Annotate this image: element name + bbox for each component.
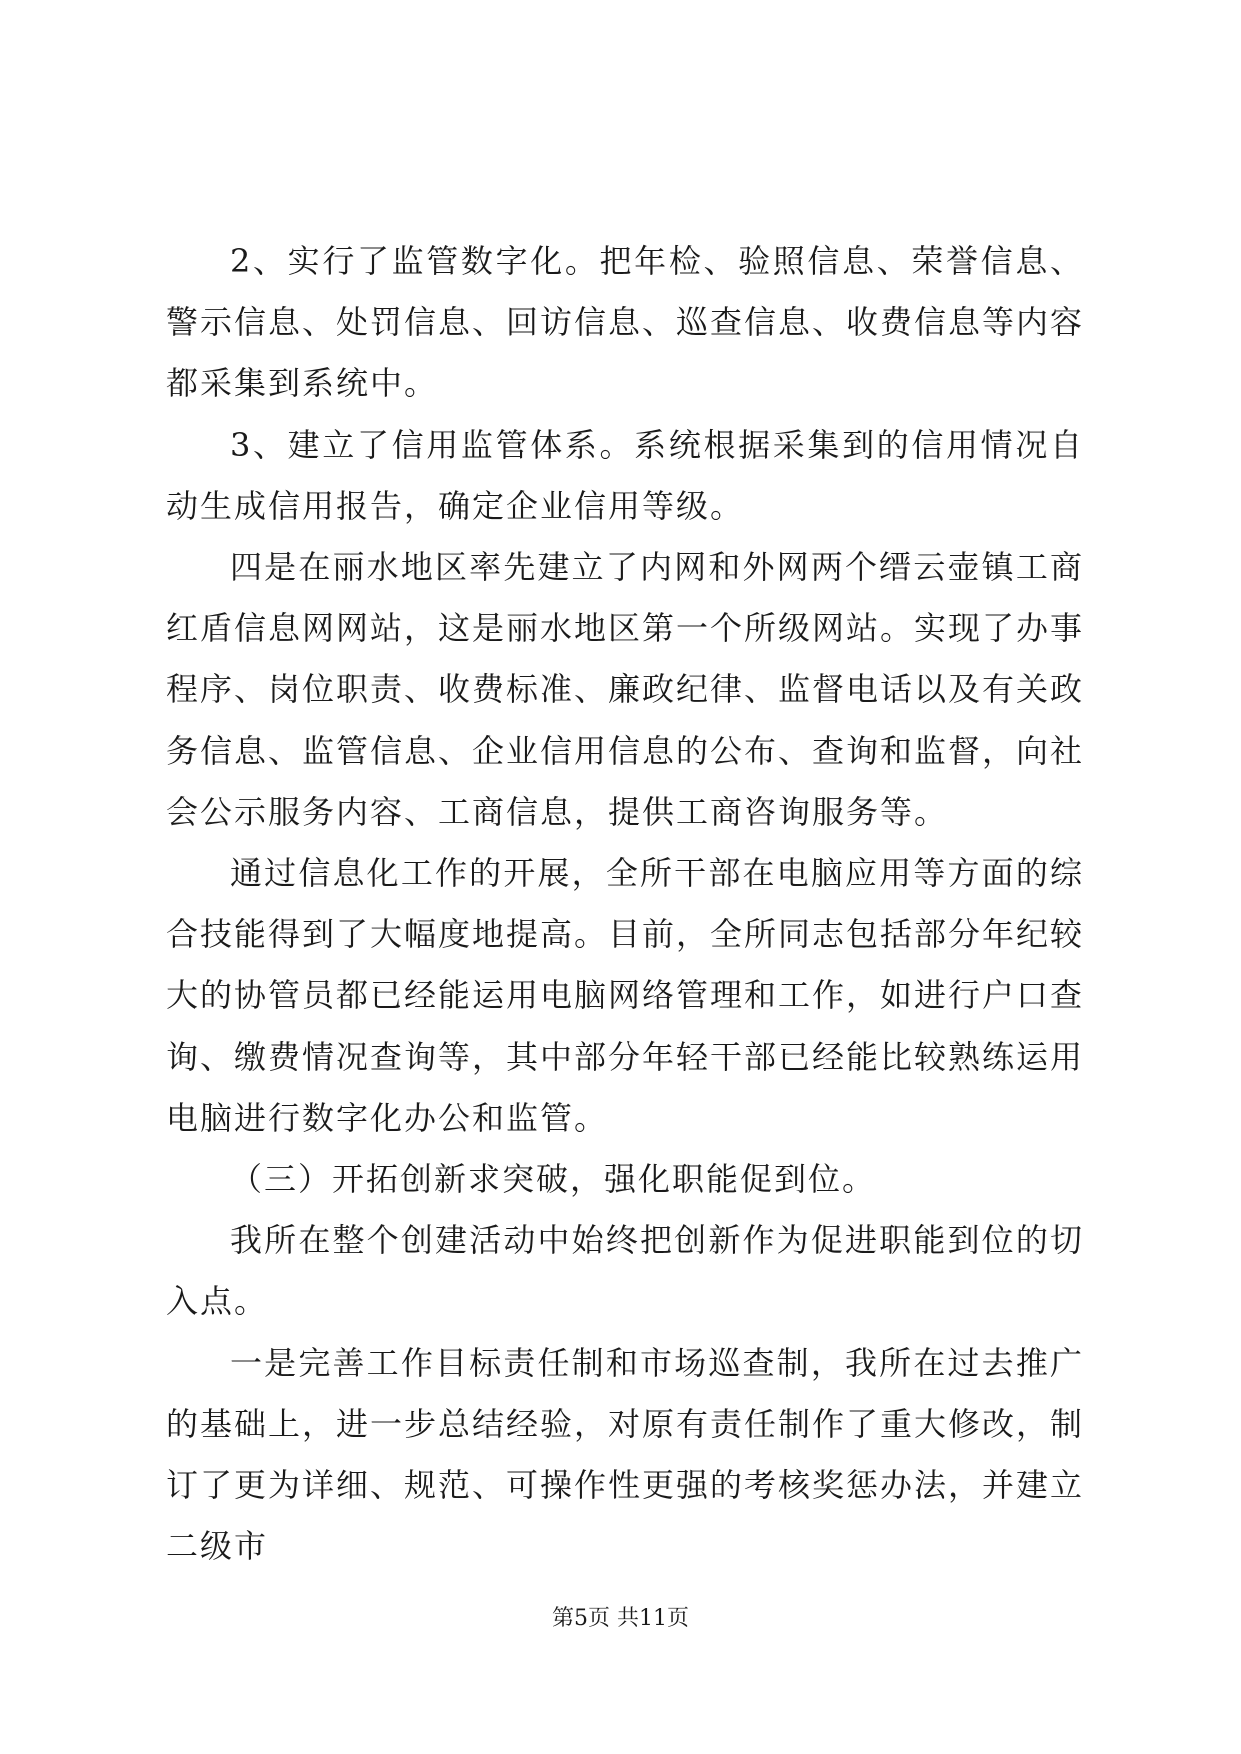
document-body bbox=[166, 231, 1084, 1577]
paragraph: 一是完善工作目标责任制和市场巡查制，我所在过去推广的基础上，进一步总结经验，对原有责任制作了重大修改，制订了更为详细、规范、可操作性更强的考核奖惩办法，并建立二级市 bbox=[166, 1343, 1085, 1566]
paragraph: 通过信息化工作的开展，全所干部在电脑应用等方面的综合技能得到了大幅度地提高。目前，全所同志包括部分年纪较大的协管员都已经能运用电脑网络管理和工作，如进行户口查询、缴费情况查询等，其中部分年轻干部已经能比较熟练运用电脑进行数字化办公和监管。 bbox=[166, 854, 1085, 1137]
paragraph: 2、实行了监管数字化。把年检、验照信息、荣誉信息、警示信息、处罚信息、回访信息、巡查信息、收费信息等内容都采集到系统中。 bbox=[166, 242, 1085, 403]
paragraph: 3、建立了信用监管体系。系统根据采集到的信用情况自动生成信用报告，确定企业信用等级。 bbox=[166, 425, 1084, 525]
section-heading: （三）开拓创新求突破，强化职能促到位。 bbox=[230, 1160, 877, 1199]
page-footer: 第5页 共11页 bbox=[552, 1606, 689, 1631]
paragraph: 四是在丽水地区率先建立了内网和外网两个缙云壶镇工商红盾信息网网站，这是丽水地区第一个所级网站。实现了办事程序、岗位职责、收费标准、廉政纪律、监督电话以及有关政务信息、监管信息、企业信用信息的公布、查询和监督，向社会公示服务内容、工商信息，提供工商咨询服务等。 bbox=[166, 548, 1085, 831]
paragraph: 我所在整个创建活动中始终把创新作为促进职能到位的切入点。 bbox=[166, 1221, 1084, 1321]
